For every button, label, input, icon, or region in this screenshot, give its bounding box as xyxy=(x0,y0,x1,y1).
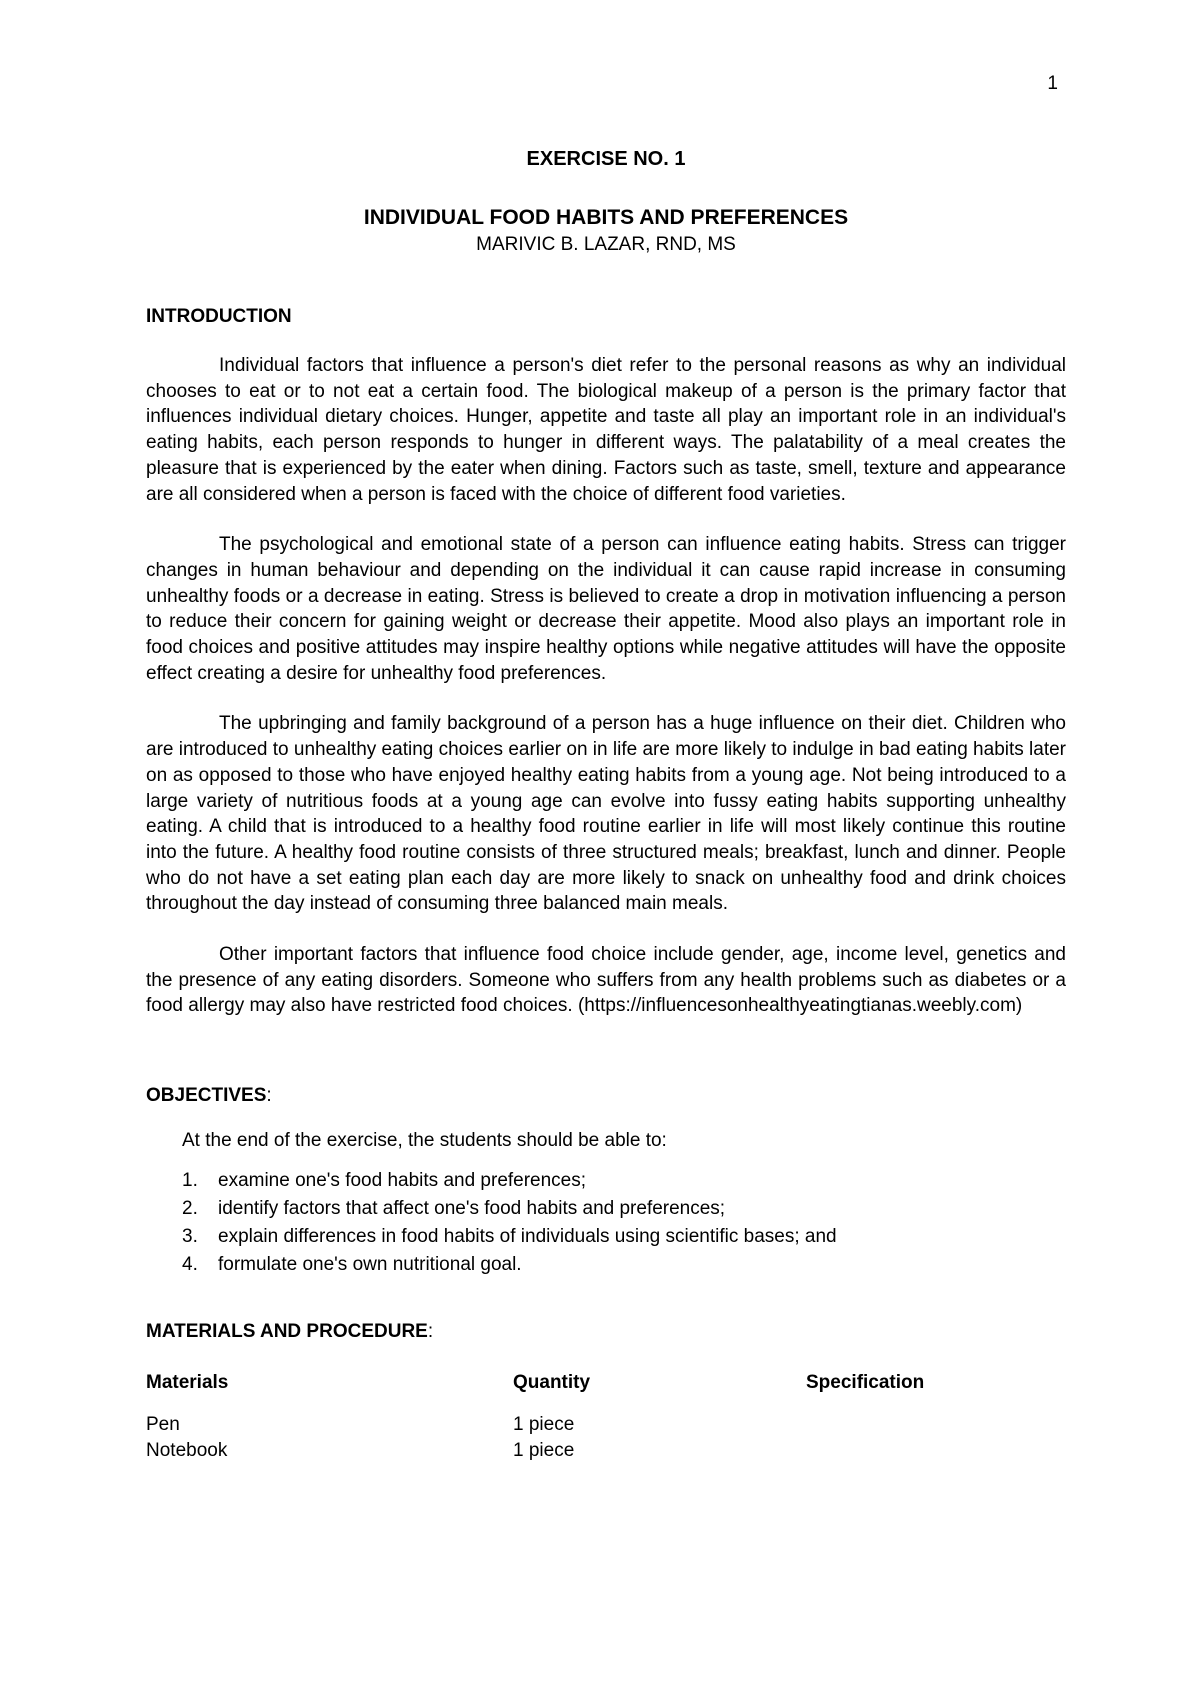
material-name: Notebook xyxy=(146,1440,228,1462)
objective-number: 2. xyxy=(182,1198,198,1220)
material-name: Pen xyxy=(146,1414,180,1436)
objective-item xyxy=(182,1167,1066,1195)
objective-item xyxy=(182,1223,1066,1251)
material-specification xyxy=(806,1412,1066,1438)
exercise-number: EXERCISE NO. 1 xyxy=(526,148,686,170)
materials-heading-text: MATERIALS AND PROCEDURE xyxy=(146,1321,428,1343)
introduction-heading: INTRODUCTION xyxy=(146,306,292,327)
intro-paragraph-1: Individual factors that influence a person's diet refer to the personal reasons as why an individual chooses to eat or to not eat a certain food. The biological makeup of a person is the primary factor that influences individual dietary choices. Hunger, appetite and taste all play an important role in an individual's eating habits, each person responds to hunger in different ways. The palatability of a meal creates the pleasure that is experienced by the eater when dining. Factors such as taste, smell, texture and appearance are all considered when a person is faced with the choice of different food varieties. xyxy=(146,355,1066,505)
objective-text: explain differences in food habits of individuals using scientific bases; and xyxy=(218,1226,837,1248)
intro-paragraph-3: The upbringing and family background of a person has a huge influence on their diet. Children who are introduced to unhealthy eating choices earlier on in life are more likely to indulge in bad eating habits later on as opposed to those who have enjoyed healthy eating habits from a young age. Not being introduced to a large variety of nutritious foods at a young age can evolve into fussy eating habits supporting unhealthy eating. A child that is introduced to a healthy food routine earlier in life will most likely continue this routine into the future. A healthy food routine consists of three structured meals; breakfast, lunch and dinner. People who do not have a set eating plan each day are more likely to snack on unhealthy food and drink choices throughout the day instead of consuming three balanced main meals. xyxy=(146,713,1066,915)
material-quantity: 1 piece xyxy=(513,1414,575,1436)
objectives-heading xyxy=(146,1085,1066,1107)
objective-number: 1. xyxy=(182,1170,198,1192)
objective-text: examine one's food habits and preferences; xyxy=(218,1170,587,1192)
objective-item xyxy=(182,1251,1066,1279)
objective-number: 4. xyxy=(182,1254,198,1276)
objectives-list xyxy=(146,1167,1066,1279)
material-specification xyxy=(806,1438,1066,1464)
materials-heading-colon: : xyxy=(427,1321,434,1343)
materials-heading xyxy=(146,1321,1066,1343)
column-header-specification: Specification xyxy=(806,1372,925,1394)
intro-paragraph-2: The psychological and emotional state of a person can influence eating habits. Stress can trigger changes in human behaviour and depending on the individual it can cause rapid increase in consuming unhealthy foods or a decrease in eating. Stress is believed to create a drop in motivation influencing a person to reduce their concern for gaining weight or decrease their appetite. Mood also plays an important role in food choices and positive attitudes may inspire healthy options while negative attitudes will have the opposite effect creating a desire for unhealthy food preferences. xyxy=(146,534,1066,684)
objective-text: identify factors that affect one's food habits and preferences; xyxy=(218,1198,726,1220)
intro-paragraph-4: Other important factors that influence food choice include gender, age, income level, genetics and the presence of any eating disorders. Someone who suffers from any health problems such as diabetes or a food allergy may also have restricted food choices. (https://influencesonhealthyeatingtianas.weebly.com) xyxy=(146,944,1066,1017)
author-line: MARIVIC B. LAZAR, RND, MS xyxy=(476,234,736,255)
objective-item xyxy=(182,1195,1066,1223)
objectives-heading-colon: : xyxy=(266,1085,272,1107)
page-number: 1 xyxy=(1047,73,1058,94)
column-header-materials: Materials xyxy=(146,1372,229,1394)
document-body xyxy=(146,148,1066,1464)
objectives-intro: At the end of the exercise, the students should be able to: xyxy=(182,1130,667,1152)
material-quantity: 1 piece xyxy=(513,1440,575,1462)
objective-text: formulate one's own nutritional goal. xyxy=(218,1254,522,1276)
materials-table-header xyxy=(146,1370,1066,1396)
objectives-heading-text: OBJECTIVES xyxy=(146,1085,267,1107)
objective-number: 3. xyxy=(182,1226,198,1248)
column-header-quantity: Quantity xyxy=(513,1372,591,1394)
document-title: INDIVIDUAL FOOD HABITS AND PREFERENCES xyxy=(363,206,849,229)
table-row xyxy=(146,1438,1066,1464)
table-row xyxy=(146,1412,1066,1438)
materials-table xyxy=(146,1370,1066,1464)
